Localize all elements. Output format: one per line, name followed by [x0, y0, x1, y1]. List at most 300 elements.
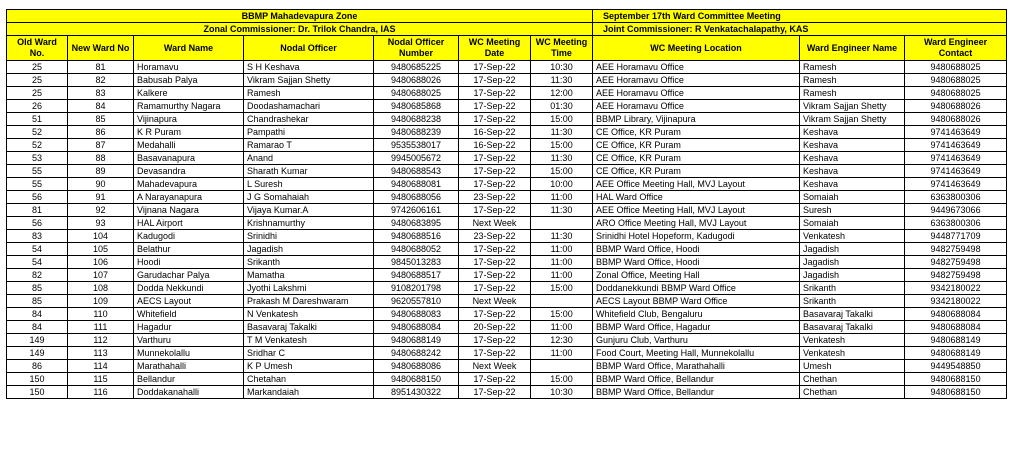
- cell-engineer-contact: 9741463649: [905, 165, 1007, 178]
- cell-ward-name: K R Puram: [134, 126, 244, 139]
- cell-old-ward: 150: [7, 373, 68, 386]
- cell-engineer-name: Umesh: [800, 360, 905, 373]
- cell-old-ward: 56: [7, 217, 68, 230]
- cell-meeting-date: 23-Sep-22: [459, 230, 531, 243]
- cell-meeting-date: 16-Sep-22: [459, 126, 531, 139]
- cell-meeting-date: 17-Sep-22: [459, 204, 531, 217]
- cell-old-ward: 54: [7, 243, 68, 256]
- header-engineer-contact: Ward Engineer Contact: [905, 36, 1007, 61]
- cell-meeting-location: HAL Ward Office: [593, 191, 800, 204]
- cell-old-ward: 25: [7, 87, 68, 100]
- cell-engineer-name: Jagadish: [800, 269, 905, 282]
- cell-meeting-location: BBMP Ward Office, Marathahalli: [593, 360, 800, 373]
- cell-nodal-number: 9480688516: [374, 230, 459, 243]
- cell-meeting-time: 15:00: [531, 113, 593, 126]
- cell-ward-name: Belathur: [134, 243, 244, 256]
- cell-engineer-contact: 9480688084: [905, 321, 1007, 334]
- banner-row-1: [7, 10, 1007, 23]
- table-row: [7, 61, 1007, 74]
- cell-ward-name: Munnekolallu: [134, 347, 244, 360]
- cell-meeting-location: BBMP Library, Vijinapura: [593, 113, 800, 126]
- cell-new-ward: 110: [68, 308, 134, 321]
- cell-meeting-location: BBMP Ward Office, Hagadur: [593, 321, 800, 334]
- cell-meeting-time: 15:00: [531, 139, 593, 152]
- cell-nodal-officer: K P Umesh: [244, 360, 374, 373]
- header-ward-name: Ward Name: [134, 36, 244, 61]
- cell-nodal-number: 9480688081: [374, 178, 459, 191]
- cell-meeting-location: BBMP Ward Office, Hoodi: [593, 243, 800, 256]
- cell-ward-name: Devasandra: [134, 165, 244, 178]
- joint-commissioner: Joint Commissioner: R Venkatachalapathy, KAS: [593, 23, 1007, 36]
- cell-meeting-location: BBMP Ward Office, Bellandur: [593, 386, 800, 399]
- cell-meeting-time: 15:00: [531, 308, 593, 321]
- cell-meeting-location: ARO Office Meeting Hall, MVJ Layout: [593, 217, 800, 230]
- cell-meeting-date: 17-Sep-22: [459, 61, 531, 74]
- column-header-row: [7, 36, 1007, 61]
- cell-new-ward: 109: [68, 295, 134, 308]
- cell-nodal-officer: Pampathi: [244, 126, 374, 139]
- cell-engineer-name: Ramesh: [800, 61, 905, 74]
- cell-meeting-time: 12:00: [531, 87, 593, 100]
- cell-old-ward: 52: [7, 126, 68, 139]
- cell-new-ward: 114: [68, 360, 134, 373]
- cell-new-ward: 93: [68, 217, 134, 230]
- cell-meeting-time: 15:00: [531, 373, 593, 386]
- cell-nodal-officer: Markandaiah: [244, 386, 374, 399]
- cell-engineer-name: Vikram Sajjan Shetty: [800, 113, 905, 126]
- cell-nodal-officer: Chandrashekar: [244, 113, 374, 126]
- ward-committee-sheet: [6, 9, 1006, 399]
- zone-title: BBMP Mahadevapura Zone: [7, 10, 593, 23]
- cell-engineer-contact: 9480688150: [905, 373, 1007, 386]
- cell-meeting-date: 17-Sep-22: [459, 373, 531, 386]
- cell-engineer-contact: 9741463649: [905, 126, 1007, 139]
- cell-engineer-contact: 9480688149: [905, 347, 1007, 360]
- cell-nodal-officer: Sridhar C: [244, 347, 374, 360]
- cell-nodal-officer: T M Venkatesh: [244, 334, 374, 347]
- cell-meeting-date: 17-Sep-22: [459, 74, 531, 87]
- cell-meeting-date: 16-Sep-22: [459, 139, 531, 152]
- table-row: [7, 295, 1007, 308]
- cell-nodal-number: 9480688238: [374, 113, 459, 126]
- cell-ward-name: Vijinapura: [134, 113, 244, 126]
- cell-engineer-contact: 9482759498: [905, 269, 1007, 282]
- cell-nodal-number: 9845013283: [374, 256, 459, 269]
- cell-old-ward: 84: [7, 308, 68, 321]
- cell-nodal-officer: Vijaya Kumar.A: [244, 204, 374, 217]
- cell-nodal-number: 9480688242: [374, 347, 459, 360]
- header-meeting-time: WC Meeting Time: [531, 36, 593, 61]
- cell-engineer-name: Srikanth: [800, 282, 905, 295]
- cell-engineer-contact: 9741463649: [905, 152, 1007, 165]
- cell-old-ward: 56: [7, 191, 68, 204]
- table-row: [7, 178, 1007, 191]
- cell-nodal-number: 9480688056: [374, 191, 459, 204]
- cell-old-ward: 149: [7, 334, 68, 347]
- cell-old-ward: 55: [7, 165, 68, 178]
- cell-old-ward: 25: [7, 74, 68, 87]
- cell-nodal-officer: Basavaraj Takalki: [244, 321, 374, 334]
- cell-nodal-number: 9620557810: [374, 295, 459, 308]
- cell-nodal-officer: Krishnamurthy: [244, 217, 374, 230]
- cell-nodal-officer: L Suresh: [244, 178, 374, 191]
- cell-engineer-name: Keshava: [800, 139, 905, 152]
- table-row: [7, 308, 1007, 321]
- header-new-ward: New Ward No: [68, 36, 134, 61]
- cell-engineer-name: Keshava: [800, 152, 905, 165]
- header-nodal-number: Nodal Officer Number: [374, 36, 459, 61]
- cell-new-ward: 115: [68, 373, 134, 386]
- table-row: [7, 217, 1007, 230]
- cell-meeting-date: 17-Sep-22: [459, 152, 531, 165]
- cell-meeting-time: 11:30: [531, 230, 593, 243]
- cell-meeting-date: 17-Sep-22: [459, 87, 531, 100]
- cell-meeting-location: CE Office, KR Puram: [593, 165, 800, 178]
- table-row: [7, 360, 1007, 373]
- cell-engineer-name: Vikram Sajjan Shetty: [800, 100, 905, 113]
- cell-old-ward: 149: [7, 347, 68, 360]
- cell-new-ward: 88: [68, 152, 134, 165]
- cell-engineer-name: Keshava: [800, 165, 905, 178]
- cell-meeting-location: AEE Horamavu Office: [593, 74, 800, 87]
- cell-meeting-date: 17-Sep-22: [459, 100, 531, 113]
- cell-nodal-number: 9480688086: [374, 360, 459, 373]
- cell-old-ward: 86: [7, 360, 68, 373]
- cell-engineer-contact: 9449548850: [905, 360, 1007, 373]
- cell-meeting-time: [531, 360, 593, 373]
- cell-meeting-location: Zonal Office, Meeting Hall: [593, 269, 800, 282]
- cell-meeting-date: 17-Sep-22: [459, 347, 531, 360]
- cell-ward-name: Hagadur: [134, 321, 244, 334]
- cell-ward-name: Marathahalli: [134, 360, 244, 373]
- cell-engineer-contact: 9480688025: [905, 74, 1007, 87]
- cell-meeting-location: AEE Horamavu Office: [593, 87, 800, 100]
- table-row: [7, 100, 1007, 113]
- cell-old-ward: 54: [7, 256, 68, 269]
- cell-ward-name: Ramamurthy Nagara: [134, 100, 244, 113]
- table-row: [7, 204, 1007, 217]
- cell-engineer-contact: 9480688149: [905, 334, 1007, 347]
- cell-meeting-time: 11:30: [531, 126, 593, 139]
- cell-meeting-date: 17-Sep-22: [459, 243, 531, 256]
- cell-new-ward: 107: [68, 269, 134, 282]
- cell-nodal-number: 9480688517: [374, 269, 459, 282]
- cell-nodal-number: 9480688239: [374, 126, 459, 139]
- cell-new-ward: 91: [68, 191, 134, 204]
- cell-meeting-date: 23-Sep-22: [459, 191, 531, 204]
- cell-engineer-name: Jagadish: [800, 243, 905, 256]
- cell-ward-name: Varthuru: [134, 334, 244, 347]
- cell-engineer-name: Srikanth: [800, 295, 905, 308]
- header-meeting-location: WC Meeting Location: [593, 36, 800, 61]
- cell-engineer-contact: 9480688084: [905, 308, 1007, 321]
- cell-new-ward: 92: [68, 204, 134, 217]
- header-nodal-officer: Nodal Officer: [244, 36, 374, 61]
- cell-nodal-officer: Srinidhi: [244, 230, 374, 243]
- cell-meeting-date: 17-Sep-22: [459, 113, 531, 126]
- table-row: [7, 347, 1007, 360]
- cell-ward-name: AECS Layout: [134, 295, 244, 308]
- table-row: [7, 87, 1007, 100]
- cell-engineer-name: Ramesh: [800, 87, 905, 100]
- meeting-title: September 17th Ward Committee Meeting: [593, 10, 1007, 23]
- zonal-commissioner: Zonal Commissioner: Dr. Trilok Chandra, IAS: [7, 23, 593, 36]
- cell-engineer-name: Basavaraj Takalki: [800, 308, 905, 321]
- table-row: [7, 269, 1007, 282]
- header-meeting-date: WC Meeting Date: [459, 36, 531, 61]
- cell-meeting-date: 17-Sep-22: [459, 165, 531, 178]
- cell-ward-name: Whitefield: [134, 308, 244, 321]
- cell-nodal-officer: Doodashamachari: [244, 100, 374, 113]
- cell-engineer-contact: 9342180022: [905, 295, 1007, 308]
- cell-meeting-location: CE Office, KR Puram: [593, 152, 800, 165]
- cell-old-ward: 84: [7, 321, 68, 334]
- table-row: [7, 256, 1007, 269]
- cell-ward-name: Doddakanahalli: [134, 386, 244, 399]
- cell-ward-name: Basavanapura: [134, 152, 244, 165]
- cell-engineer-contact: 9741463649: [905, 139, 1007, 152]
- cell-meeting-time: 11:00: [531, 269, 593, 282]
- cell-new-ward: 113: [68, 347, 134, 360]
- cell-old-ward: 52: [7, 139, 68, 152]
- cell-engineer-name: Keshava: [800, 178, 905, 191]
- cell-meeting-date: Next Week: [459, 217, 531, 230]
- cell-engineer-name: Venkatesh: [800, 334, 905, 347]
- cell-engineer-contact: 9480688025: [905, 87, 1007, 100]
- cell-meeting-time: 11:00: [531, 256, 593, 269]
- cell-meeting-location: AEE Horamavu Office: [593, 61, 800, 74]
- cell-meeting-time: [531, 295, 593, 308]
- cell-engineer-contact: 9480688150: [905, 386, 1007, 399]
- cell-ward-name: Mahadevapura: [134, 178, 244, 191]
- cell-old-ward: 85: [7, 282, 68, 295]
- cell-meeting-date: Next Week: [459, 295, 531, 308]
- cell-engineer-contact: 9480688026: [905, 113, 1007, 126]
- table-row: [7, 243, 1007, 256]
- cell-meeting-location: Gunjuru Club, Varthuru: [593, 334, 800, 347]
- cell-meeting-date: 17-Sep-22: [459, 386, 531, 399]
- cell-nodal-number: 9480688026: [374, 74, 459, 87]
- cell-ward-name: Dodda Nekkundi: [134, 282, 244, 295]
- cell-nodal-number: 8951430322: [374, 386, 459, 399]
- cell-nodal-number: 9480685225: [374, 61, 459, 74]
- cell-old-ward: 51: [7, 113, 68, 126]
- cell-old-ward: 85: [7, 295, 68, 308]
- cell-nodal-officer: Jyothi Lakshmi: [244, 282, 374, 295]
- cell-meeting-date: 17-Sep-22: [459, 308, 531, 321]
- cell-meeting-time: 10:30: [531, 61, 593, 74]
- cell-meeting-date: 17-Sep-22: [459, 269, 531, 282]
- cell-meeting-date: Next Week: [459, 360, 531, 373]
- cell-ward-name: A Narayanapura: [134, 191, 244, 204]
- table-row: [7, 230, 1007, 243]
- cell-meeting-date: 17-Sep-22: [459, 334, 531, 347]
- cell-meeting-time: 12:30: [531, 334, 593, 347]
- cell-new-ward: 116: [68, 386, 134, 399]
- cell-old-ward: 150: [7, 386, 68, 399]
- cell-nodal-number: 9535538017: [374, 139, 459, 152]
- cell-engineer-contact: 9449673066: [905, 204, 1007, 217]
- cell-old-ward: 53: [7, 152, 68, 165]
- cell-old-ward: 81: [7, 204, 68, 217]
- cell-engineer-contact: 6363800306: [905, 191, 1007, 204]
- cell-nodal-number: 9480685868: [374, 100, 459, 113]
- cell-engineer-contact: 9342180022: [905, 282, 1007, 295]
- cell-engineer-contact: 9482759498: [905, 243, 1007, 256]
- cell-nodal-officer: Ramarao T: [244, 139, 374, 152]
- cell-new-ward: 83: [68, 87, 134, 100]
- ward-meeting-table: [6, 9, 1007, 399]
- cell-ward-name: Hoodi: [134, 256, 244, 269]
- cell-engineer-name: Venkatesh: [800, 230, 905, 243]
- cell-ward-name: Babusab Palya: [134, 74, 244, 87]
- cell-meeting-time: 10:30: [531, 386, 593, 399]
- cell-meeting-location: Srinidhi Hotel Hopeform, Kadugodi: [593, 230, 800, 243]
- cell-meeting-location: Food Court, Meeting Hall, Munnekolallu: [593, 347, 800, 360]
- cell-meeting-date: 17-Sep-22: [459, 282, 531, 295]
- cell-nodal-number: 9480688052: [374, 243, 459, 256]
- cell-new-ward: 112: [68, 334, 134, 347]
- cell-new-ward: 108: [68, 282, 134, 295]
- table-row: [7, 191, 1007, 204]
- table-row: [7, 334, 1007, 347]
- cell-new-ward: 86: [68, 126, 134, 139]
- table-body: [7, 61, 1007, 399]
- cell-engineer-contact: 9480688025: [905, 61, 1007, 74]
- cell-meeting-time: 15:00: [531, 282, 593, 295]
- cell-meeting-location: CE Office, KR Puram: [593, 139, 800, 152]
- cell-nodal-number: 9480688083: [374, 308, 459, 321]
- table-row: [7, 139, 1007, 152]
- cell-old-ward: 83: [7, 230, 68, 243]
- cell-meeting-time: 11:30: [531, 74, 593, 87]
- cell-engineer-contact: 9448771709: [905, 230, 1007, 243]
- cell-ward-name: Kalkere: [134, 87, 244, 100]
- cell-meeting-date: 17-Sep-22: [459, 178, 531, 191]
- cell-meeting-location: AEE Office Meeting Hall, MVJ Layout: [593, 204, 800, 217]
- table-row: [7, 321, 1007, 334]
- cell-engineer-contact: 9482759498: [905, 256, 1007, 269]
- cell-old-ward: 55: [7, 178, 68, 191]
- cell-new-ward: 87: [68, 139, 134, 152]
- cell-meeting-time: 01:30: [531, 100, 593, 113]
- cell-meeting-time: 11:00: [531, 347, 593, 360]
- cell-ward-name: Kadugodi: [134, 230, 244, 243]
- table-row: [7, 152, 1007, 165]
- cell-engineer-contact: 9480688026: [905, 100, 1007, 113]
- cell-engineer-name: Keshava: [800, 126, 905, 139]
- cell-meeting-time: 11:00: [531, 243, 593, 256]
- cell-meeting-location: AEE Horamavu Office: [593, 100, 800, 113]
- cell-new-ward: 81: [68, 61, 134, 74]
- cell-nodal-officer: J G Somahaiah: [244, 191, 374, 204]
- cell-meeting-location: Doddanekkundi BBMP Ward Office: [593, 282, 800, 295]
- cell-meeting-time: 11:30: [531, 204, 593, 217]
- cell-ward-name: Medahalli: [134, 139, 244, 152]
- cell-new-ward: 84: [68, 100, 134, 113]
- cell-new-ward: 90: [68, 178, 134, 191]
- cell-nodal-number: 9480688150: [374, 373, 459, 386]
- cell-new-ward: 82: [68, 74, 134, 87]
- cell-meeting-location: CE Office, KR Puram: [593, 126, 800, 139]
- cell-nodal-officer: Srikanth: [244, 256, 374, 269]
- banner-row-2: [7, 23, 1007, 36]
- cell-meeting-time: 11:00: [531, 191, 593, 204]
- cell-nodal-officer: S H Keshava: [244, 61, 374, 74]
- cell-nodal-number: 9945005672: [374, 152, 459, 165]
- cell-engineer-name: Chethan: [800, 386, 905, 399]
- cell-nodal-number: 9480683895: [374, 217, 459, 230]
- cell-engineer-contact: 9741463649: [905, 178, 1007, 191]
- cell-engineer-name: Somaiah: [800, 217, 905, 230]
- cell-engineer-name: Jagadish: [800, 256, 905, 269]
- cell-meeting-time: 15:00: [531, 165, 593, 178]
- cell-meeting-location: AEE Office Meeting Hall, MVJ Layout: [593, 178, 800, 191]
- cell-engineer-name: Ramesh: [800, 74, 905, 87]
- cell-old-ward: 82: [7, 269, 68, 282]
- cell-ward-name: Vijnana Nagara: [134, 204, 244, 217]
- cell-new-ward: 105: [68, 243, 134, 256]
- cell-ward-name: HAL Airport: [134, 217, 244, 230]
- cell-nodal-officer: Vikram Sajjan Shetty: [244, 74, 374, 87]
- cell-new-ward: 89: [68, 165, 134, 178]
- table-row: [7, 74, 1007, 87]
- cell-nodal-number: 9742606161: [374, 204, 459, 217]
- cell-new-ward: 85: [68, 113, 134, 126]
- cell-nodal-number: 9480688025: [374, 87, 459, 100]
- cell-nodal-officer: Jagadish: [244, 243, 374, 256]
- cell-nodal-officer: Sharath Kumar: [244, 165, 374, 178]
- cell-new-ward: 104: [68, 230, 134, 243]
- cell-meeting-location: Whitefield Club, Bengaluru: [593, 308, 800, 321]
- cell-nodal-officer: Anand: [244, 152, 374, 165]
- cell-nodal-number: 9480688149: [374, 334, 459, 347]
- cell-engineer-name: Venkatesh: [800, 347, 905, 360]
- cell-nodal-officer: Ramesh: [244, 87, 374, 100]
- cell-nodal-number: 9480688084: [374, 321, 459, 334]
- cell-meeting-date: 17-Sep-22: [459, 256, 531, 269]
- cell-nodal-officer: Mamatha: [244, 269, 374, 282]
- cell-meeting-time: [531, 217, 593, 230]
- cell-ward-name: Garudachar Palya: [134, 269, 244, 282]
- table-row: [7, 386, 1007, 399]
- cell-ward-name: Horamavu: [134, 61, 244, 74]
- cell-nodal-number: 9480688543: [374, 165, 459, 178]
- table-row: [7, 113, 1007, 126]
- cell-engineer-contact: 6363800306: [905, 217, 1007, 230]
- cell-old-ward: 25: [7, 61, 68, 74]
- cell-new-ward: 111: [68, 321, 134, 334]
- cell-new-ward: 106: [68, 256, 134, 269]
- cell-meeting-location: BBMP Ward Office, Bellandur: [593, 373, 800, 386]
- cell-nodal-officer: N Venkatesh: [244, 308, 374, 321]
- cell-nodal-officer: Chetahan: [244, 373, 374, 386]
- cell-meeting-date: 20-Sep-22: [459, 321, 531, 334]
- cell-meeting-time: 10:00: [531, 178, 593, 191]
- cell-engineer-name: Suresh: [800, 204, 905, 217]
- cell-ward-name: Bellandur: [134, 373, 244, 386]
- cell-nodal-officer: Prakash M Dareshwaram: [244, 295, 374, 308]
- cell-engineer-name: Somaiah: [800, 191, 905, 204]
- cell-meeting-time: 11:30: [531, 152, 593, 165]
- cell-engineer-name: Basavaraj Takalki: [800, 321, 905, 334]
- table-row: [7, 126, 1007, 139]
- table-row: [7, 373, 1007, 386]
- table-row: [7, 165, 1007, 178]
- header-old-ward: Old Ward No.: [7, 36, 68, 61]
- cell-nodal-number: 9108201798: [374, 282, 459, 295]
- cell-meeting-location: BBMP Ward Office, Hoodi: [593, 256, 800, 269]
